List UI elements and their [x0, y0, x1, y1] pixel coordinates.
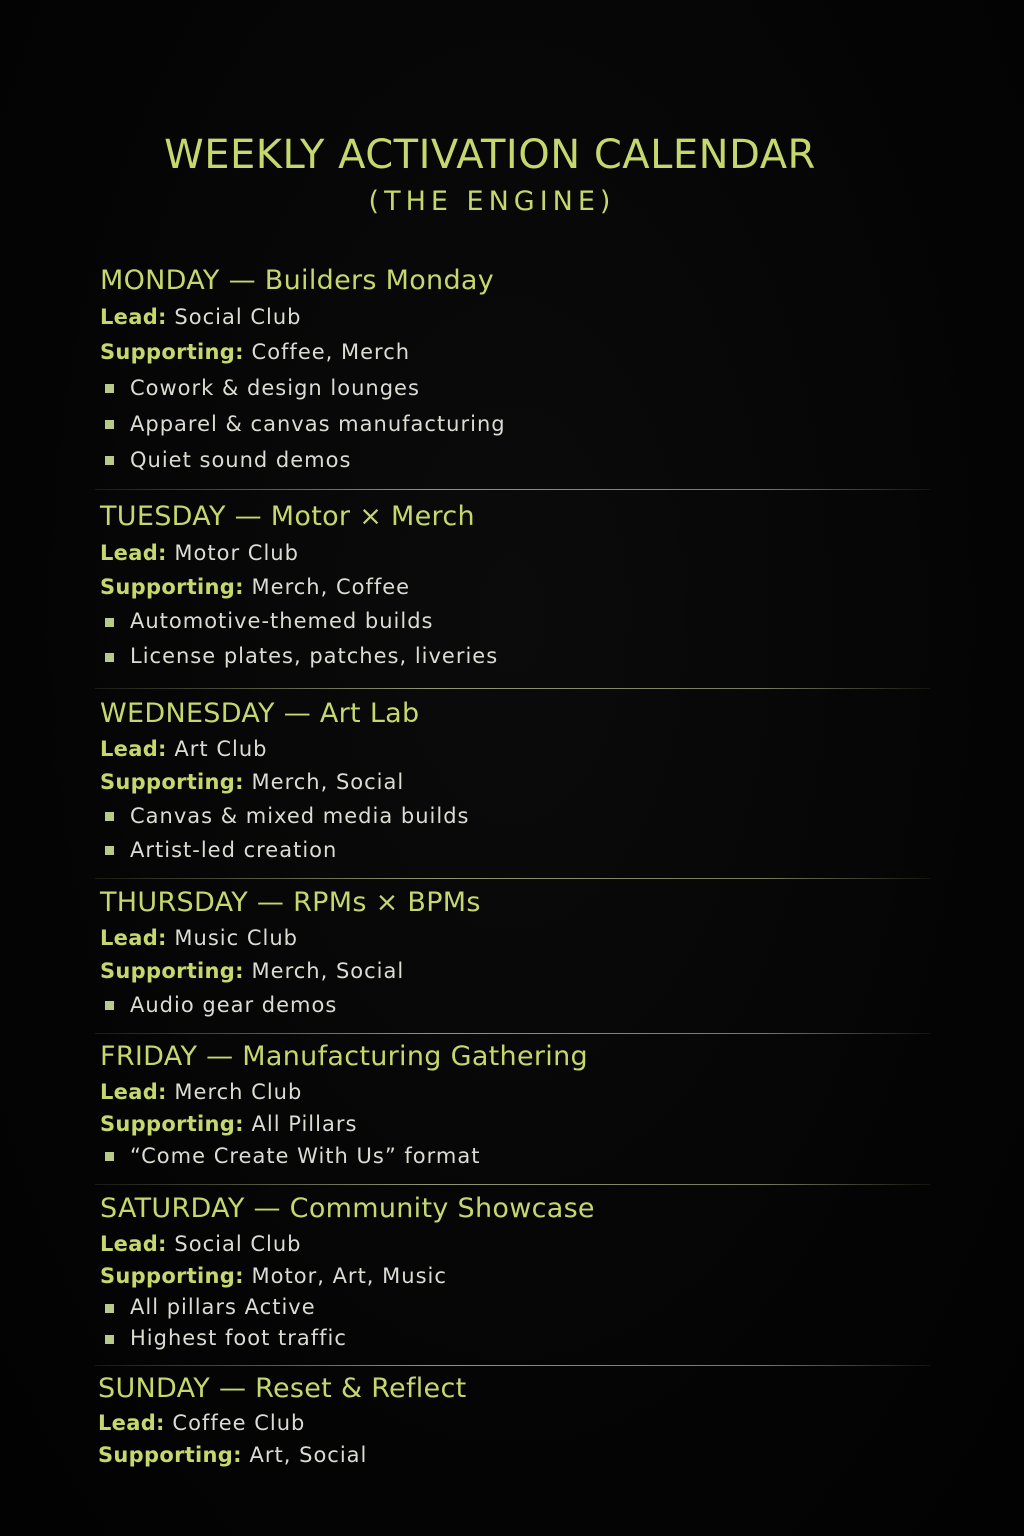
- supporting-value: Coffee, Merch: [251, 340, 411, 364]
- day-heading: MONDAY — Builders Monday: [100, 265, 495, 296]
- bullet-square-icon: [105, 653, 114, 662]
- lead-label: Lead:: [100, 305, 167, 329]
- bullet-text: Artist-led creation: [130, 838, 338, 862]
- lead-line: [100, 733, 930, 766]
- supporting-value: Motor, Art, Music: [251, 1264, 447, 1288]
- day-section-monday: [100, 262, 930, 478]
- supporting-label: Supporting:: [98, 1443, 242, 1467]
- lead-line: [100, 1076, 930, 1108]
- supporting-line: [100, 955, 930, 988]
- lead-label: Lead:: [100, 737, 167, 761]
- supporting-label: Supporting:: [100, 1264, 244, 1288]
- supporting-value: Merch, Social: [251, 959, 405, 983]
- day-heading: SUNDAY — Reset & Reflect: [98, 1373, 467, 1404]
- bullet-text: Apparel & canvas manufacturing: [130, 412, 506, 436]
- supporting-line: [98, 1439, 928, 1471]
- bullet-text: All pillars Active: [130, 1295, 316, 1319]
- list-item: [100, 604, 930, 639]
- supporting-line: [100, 1260, 930, 1292]
- bullet-square-icon: [105, 384, 114, 393]
- lead-value: Merch Club: [174, 1080, 303, 1104]
- lead-label: Lead:: [100, 926, 167, 950]
- supporting-line: [100, 1108, 930, 1140]
- list-item: [100, 988, 930, 1022]
- bullet-text: Automotive-themed builds: [130, 609, 434, 633]
- lead-line: [98, 1407, 928, 1439]
- list-item: [100, 639, 930, 674]
- day-heading: FRIDAY — Manufacturing Gathering: [100, 1041, 588, 1072]
- list-item: [100, 442, 930, 478]
- page-title: WEEKLY ACTIVATION CALENDAR: [164, 132, 816, 178]
- bullet-text: Cowork & design lounges: [130, 376, 420, 400]
- lead-label: Lead:: [100, 1232, 167, 1256]
- bullet-square-icon: [105, 456, 114, 465]
- bullet-text: Highest foot traffic: [130, 1326, 347, 1350]
- section-divider: [95, 688, 930, 689]
- supporting-label: Supporting:: [100, 1112, 244, 1136]
- day-section-tuesday: [100, 498, 930, 674]
- day-section-sunday: [98, 1371, 928, 1471]
- day-heading: THURSDAY — RPMs × BPMs: [100, 887, 481, 918]
- bullet-square-icon: [105, 1152, 114, 1161]
- lead-label: Lead:: [98, 1411, 165, 1435]
- lead-value: Art Club: [174, 737, 268, 761]
- section-divider: [95, 489, 930, 490]
- bullet-square-icon: [105, 420, 114, 429]
- lead-value: Music Club: [174, 926, 298, 950]
- day-section-friday: [100, 1038, 930, 1172]
- section-divider: [95, 1184, 930, 1185]
- supporting-value: Merch, Coffee: [251, 575, 411, 599]
- bullet-square-icon: [105, 1304, 114, 1313]
- bullet-text: Quiet sound demos: [130, 448, 352, 472]
- lead-value: Social Club: [174, 1232, 302, 1256]
- day-heading: WEDNESDAY — Art Lab: [100, 698, 420, 729]
- bullet-square-icon: [105, 846, 114, 855]
- bullet-square-icon: [105, 812, 114, 821]
- supporting-label: Supporting:: [100, 770, 244, 794]
- bullet-square-icon: [105, 1001, 114, 1010]
- list-item: [100, 1140, 930, 1172]
- day-heading: TUESDAY — Motor × Merch: [100, 501, 475, 532]
- bullet-text: License plates, patches, liveries: [130, 644, 499, 668]
- day-section-wednesday: [100, 695, 930, 867]
- supporting-value: Art, Social: [249, 1443, 368, 1467]
- lead-line: [100, 300, 930, 335]
- list-item: [100, 370, 930, 406]
- bullet-text: Audio gear demos: [130, 993, 338, 1017]
- bullet-square-icon: [105, 618, 114, 627]
- supporting-label: Supporting:: [100, 340, 244, 364]
- lead-line: [100, 536, 930, 570]
- list-item: [100, 799, 930, 833]
- lead-line: [100, 1228, 930, 1260]
- list-item: [100, 1292, 930, 1323]
- supporting-line: [100, 570, 930, 604]
- section-divider: [95, 1365, 930, 1366]
- bullet-text: Canvas & mixed media builds: [130, 804, 470, 828]
- day-section-thursday: [100, 884, 930, 1022]
- bullet-text: “Come Create With Us” format: [130, 1144, 481, 1168]
- page-subtitle: (THE ENGINE): [368, 186, 616, 217]
- lead-line: [100, 922, 930, 955]
- list-item: [100, 833, 930, 867]
- lead-label: Lead:: [100, 541, 167, 565]
- bullet-square-icon: [105, 1335, 114, 1344]
- lead-value: Social Club: [174, 305, 302, 329]
- supporting-value: Merch, Social: [251, 770, 405, 794]
- section-divider: [95, 1033, 930, 1034]
- supporting-line: [100, 335, 930, 370]
- list-item: [100, 406, 930, 442]
- lead-value: Motor Club: [174, 541, 299, 565]
- lead-value: Coffee Club: [172, 1411, 306, 1435]
- supporting-label: Supporting:: [100, 959, 244, 983]
- lead-label: Lead:: [100, 1080, 167, 1104]
- list-item: [100, 1323, 930, 1354]
- supporting-label: Supporting:: [100, 575, 244, 599]
- supporting-line: [100, 766, 930, 799]
- day-section-saturday: [100, 1190, 930, 1354]
- section-divider: [95, 878, 930, 879]
- supporting-value: All Pillars: [251, 1112, 358, 1136]
- day-heading: SATURDAY — Community Showcase: [100, 1193, 595, 1224]
